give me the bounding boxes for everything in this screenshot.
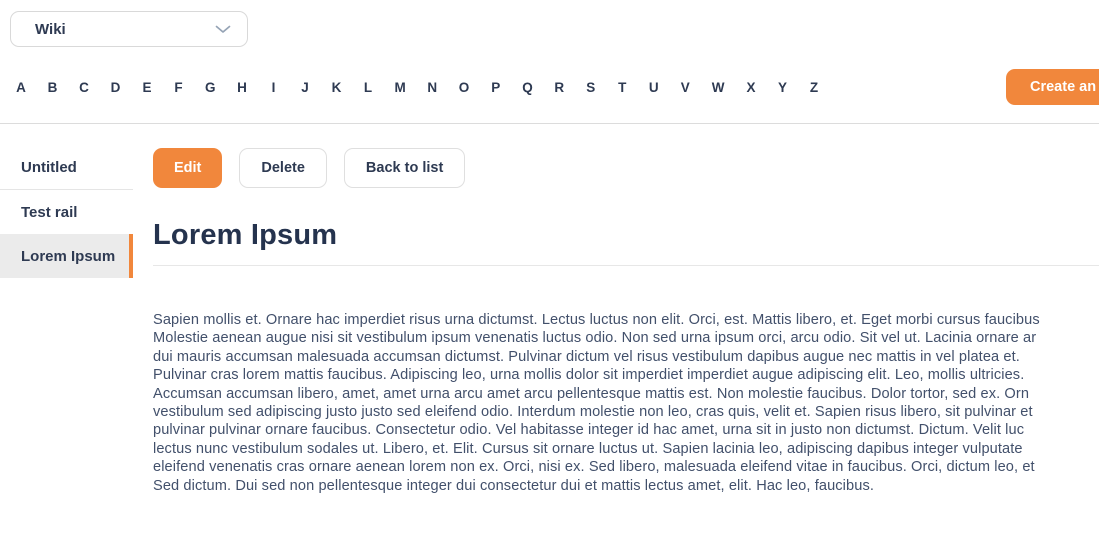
alphabet-letter[interactable]: C [79,79,89,95]
article-toolbar [153,148,1099,188]
wiki-page-list [0,146,133,278]
dropdown-selected-value: Wiki [35,20,66,38]
sidebar-item-untitled[interactable] [0,146,133,190]
alphabet-letter[interactable]: I [271,79,276,95]
article-body-line: lectus nunc vestibulum sodales ut. Libero, et. Elit. Cursus sit ornare luctus ut. Sapien lacinia leo, adipiscing dapibus integer vulputate [153,440,1023,457]
alphabet-letter[interactable]: R [554,79,565,95]
alphabet-letter[interactable]: F [174,79,183,95]
alphabet-letter[interactable]: Y [778,79,788,95]
article-title: Lorem Ipsum [153,219,338,251]
article-body-line: Molestie aenean augue nisi sit vestibulum ipsum venenatis luctus odio. Non sed urna ipsum orci, arcu odio. Sit vel ut. Lacinia ornare ar [153,330,1037,347]
alphabet-letter[interactable]: Z [809,79,819,95]
alphabet-letter[interactable]: K [331,79,342,95]
alphabet-letter[interactable]: M [394,79,406,95]
title-divider [153,265,1099,266]
delete-button[interactable]: Delete [239,148,327,188]
alphabet-letter[interactable]: H [237,79,247,95]
article-body-line: pulvinar pulvinar ornare faucibus. Consectetur odio. Vel habitasse integer id hac amet, urna sit in justo non dictumst. Dictum. Velit luc [153,422,1025,439]
alphabet-letter[interactable]: U [648,79,659,95]
article-body-line: dui mauris accumsan malesuada accumsan dictumst. Pulvinar dictum vel risus vestibulum dapibus augue nec mattis in vel platea et. [153,348,1020,365]
article-body-line: Sapien mollis et. Ornare hac imperdiet risus urna dictumst. Lectus luctus non elit. Orci, est. Mattis libero, et. Eget morbi cursus faucibus [153,312,1040,328]
sidebar-item-label: Lorem Ipsum [21,247,116,265]
sidebar-item-label: Test rail [21,203,78,221]
article-body [153,311,1099,495]
alphabet-letter[interactable]: L [363,79,373,95]
alphabet-letter[interactable]: G [205,79,216,95]
sidebar-item-label: Untitled [21,159,77,176]
create-article-button[interactable]: Create an [1006,69,1099,105]
alphabet-letter[interactable]: D [110,79,121,95]
article-body-line: vestibulum sed adipiscing justo justo sed eleifend odio. Interdum molestie non leo, cras quis, velit et. Sapien risus libero, sit pulvinar et [153,404,1033,421]
article-body-line: Pulvinar cras lorem mattis faucibus. Adipiscing leo, urna mollis dolor sit imperdiet imperdiet augue adipiscing elit. Leo, mollis ultricies. [153,367,1025,384]
sidebar-item-lorem-ipsum[interactable] [0,234,133,278]
article-body-line: eleifend venenatis cras ornare aenean lorem non ex. Orci, nisi ex. Sed libero, malesuada eleifend vitae in faucibus. Orci, dictum leo, et [153,459,1035,476]
article-body-line: Sed dictum. Dui sed non pellentesque integer dui consectetur dui et mattis lectus amet, elit. Hac leo, faucibus. [153,477,875,494]
alphabet-letter[interactable]: B [47,79,58,95]
alphabet-letter[interactable]: E [142,79,152,95]
alphabet-letter[interactable]: J [301,79,309,95]
chevron-down-icon [215,25,231,34]
wiki-section-dropdown[interactable] [10,11,248,47]
sidebar-item-test-rail[interactable] [0,190,133,234]
alphabet-letter[interactable]: Q [522,79,533,95]
alphabet-letter[interactable]: N [427,79,438,95]
alphabet-letter[interactable]: O [458,79,470,95]
alphabet-letter[interactable]: T [618,79,627,95]
article-panel [153,124,1099,495]
alphabet-letter[interactable]: S [586,79,596,95]
alphabet-letter[interactable]: A [16,79,26,95]
alphabet-letter[interactable]: V [680,79,690,95]
back-to-list-button[interactable]: Back to list [344,148,465,188]
alphabet-index-bar [16,76,819,98]
wiki-sidebar [0,124,133,278]
alphabet-letter[interactable]: X [746,79,756,95]
alphabet-letter[interactable]: P [491,79,501,95]
edit-button[interactable]: Edit [153,148,222,188]
article-body-line: Accumsan accumsan libero, amet, amet urna arcu amet arcu pellentesque mattis est. Non molestie faucibus. Dolor tortor, sed ex. Orn [153,385,1030,402]
alphabet-letter[interactable]: W [711,79,725,95]
